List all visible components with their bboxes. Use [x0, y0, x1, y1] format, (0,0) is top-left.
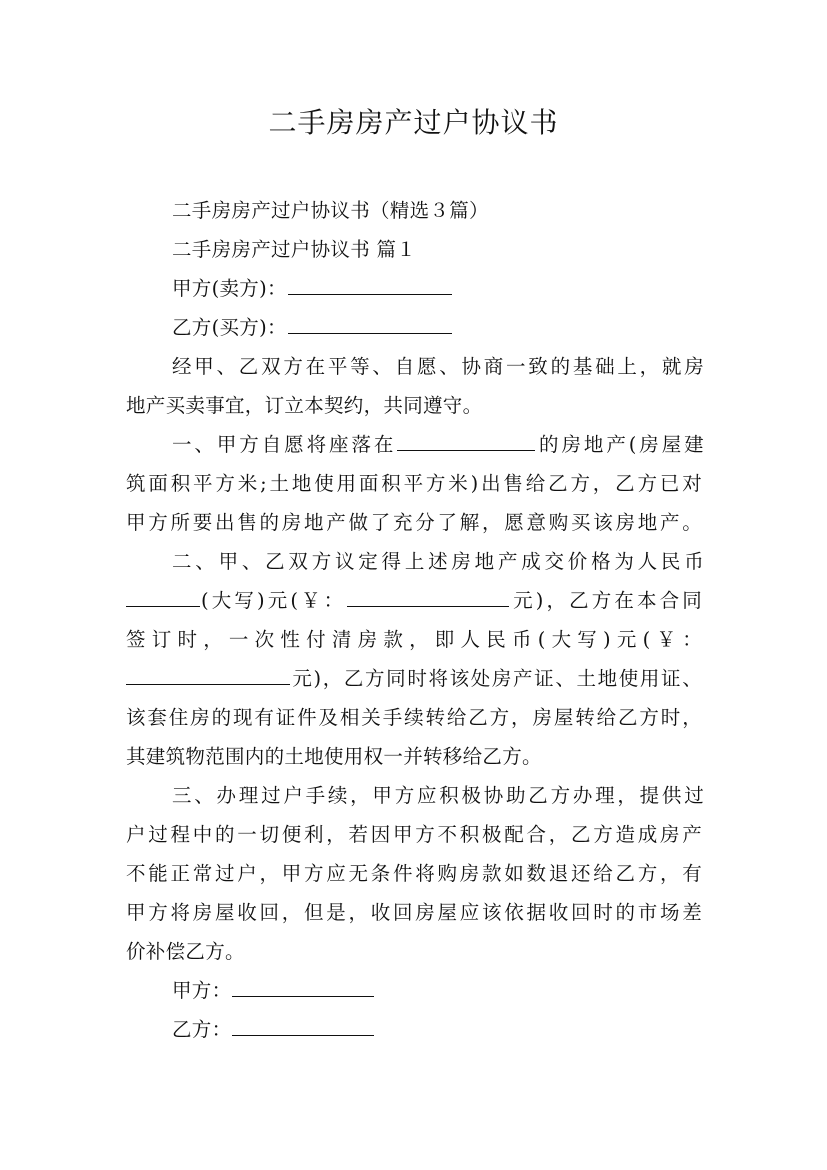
- document-title: 二手房房产过户协议书: [268, 106, 559, 139]
- signature-b-blank: [232, 1017, 374, 1036]
- price-number-blank: [347, 588, 509, 607]
- signature-b-label: 乙方：: [172, 1018, 232, 1041]
- clause2-line-2: [126, 587, 702, 615]
- clause3-line-4: 甲方将房屋收回，但是，收回房屋应该依据收回时的市场差: [126, 901, 702, 924]
- document-subtitle: 二手房房产过户协议书（精选３篇）: [172, 199, 489, 222]
- party-b-label: 乙方(买方)：: [172, 316, 287, 339]
- party-a-line: [172, 275, 712, 303]
- clause1-text-b: 的房地产(房屋建: [536, 433, 704, 456]
- clause1-line-3: 甲方所要出售的房地产做了充分了解，愿意购买该房地产。: [126, 511, 702, 534]
- signature-a-line: [172, 977, 712, 1005]
- party-b-blank: [288, 315, 452, 334]
- signature-a-label: 甲方：: [172, 979, 232, 1002]
- clause2-line-1: 二、甲、乙双方议定得上述房地产成交价格为人民币: [172, 550, 704, 573]
- party-b-line: [172, 314, 712, 342]
- clause2-line-6: 其建筑物范围内的土地使用权一并转移给乙方。: [126, 745, 542, 768]
- clause2-line-3: 签订时，一次性付清房款，即人民币(大写)元(￥：: [126, 628, 702, 651]
- party-a-blank: [288, 276, 452, 295]
- clause1-line-1: [172, 431, 704, 459]
- clause3-line-3: 不能正常过户，甲方应无条件将购房款如数退还给乙方，有: [126, 862, 702, 885]
- clause1-text-a: 一、甲方自愿将座落在: [172, 433, 397, 456]
- party-a-label: 甲方(卖方)：: [172, 277, 287, 300]
- payment-number-blank: [126, 666, 290, 685]
- intro-line-1: 经甲、乙双方在平等、自愿、协商一致的基础上，就房: [172, 355, 704, 378]
- clause3-line-1: 三、办理过户手续，甲方应积极协助乙方办理，提供过: [172, 784, 704, 807]
- clause1-line-2: 筑面积平方米;土地使用面积平方米)出售给乙方，乙方已对: [126, 472, 702, 495]
- section-heading: 二手房房产过户协议书 篇１: [172, 238, 417, 261]
- intro-line-2: 地产买卖事宜，订立本契约，共同遵守。: [126, 394, 483, 417]
- clause2-text-c: 元)，乙方同时将该处房产证、土地使用证、: [291, 667, 702, 690]
- property-location-blank: [397, 432, 535, 451]
- clause2-line-4: [126, 665, 702, 693]
- clause3-line-2: 户过程中的一切便利，若因甲方不积极配合，乙方造成房产: [126, 823, 702, 846]
- price-words-blank: [126, 588, 200, 607]
- clause2-text-b: 元)，乙方在本合同: [510, 589, 702, 612]
- clause2-line-5: 该套住房的现有证件及相关手续转给乙方，房屋转给乙方时，: [126, 706, 702, 729]
- signature-b-line: [172, 1016, 712, 1044]
- clause3-line-5: 价补偿乙方。: [126, 940, 245, 963]
- clause2-text-a: (大写)元(￥：: [201, 589, 347, 612]
- signature-a-blank: [232, 978, 374, 997]
